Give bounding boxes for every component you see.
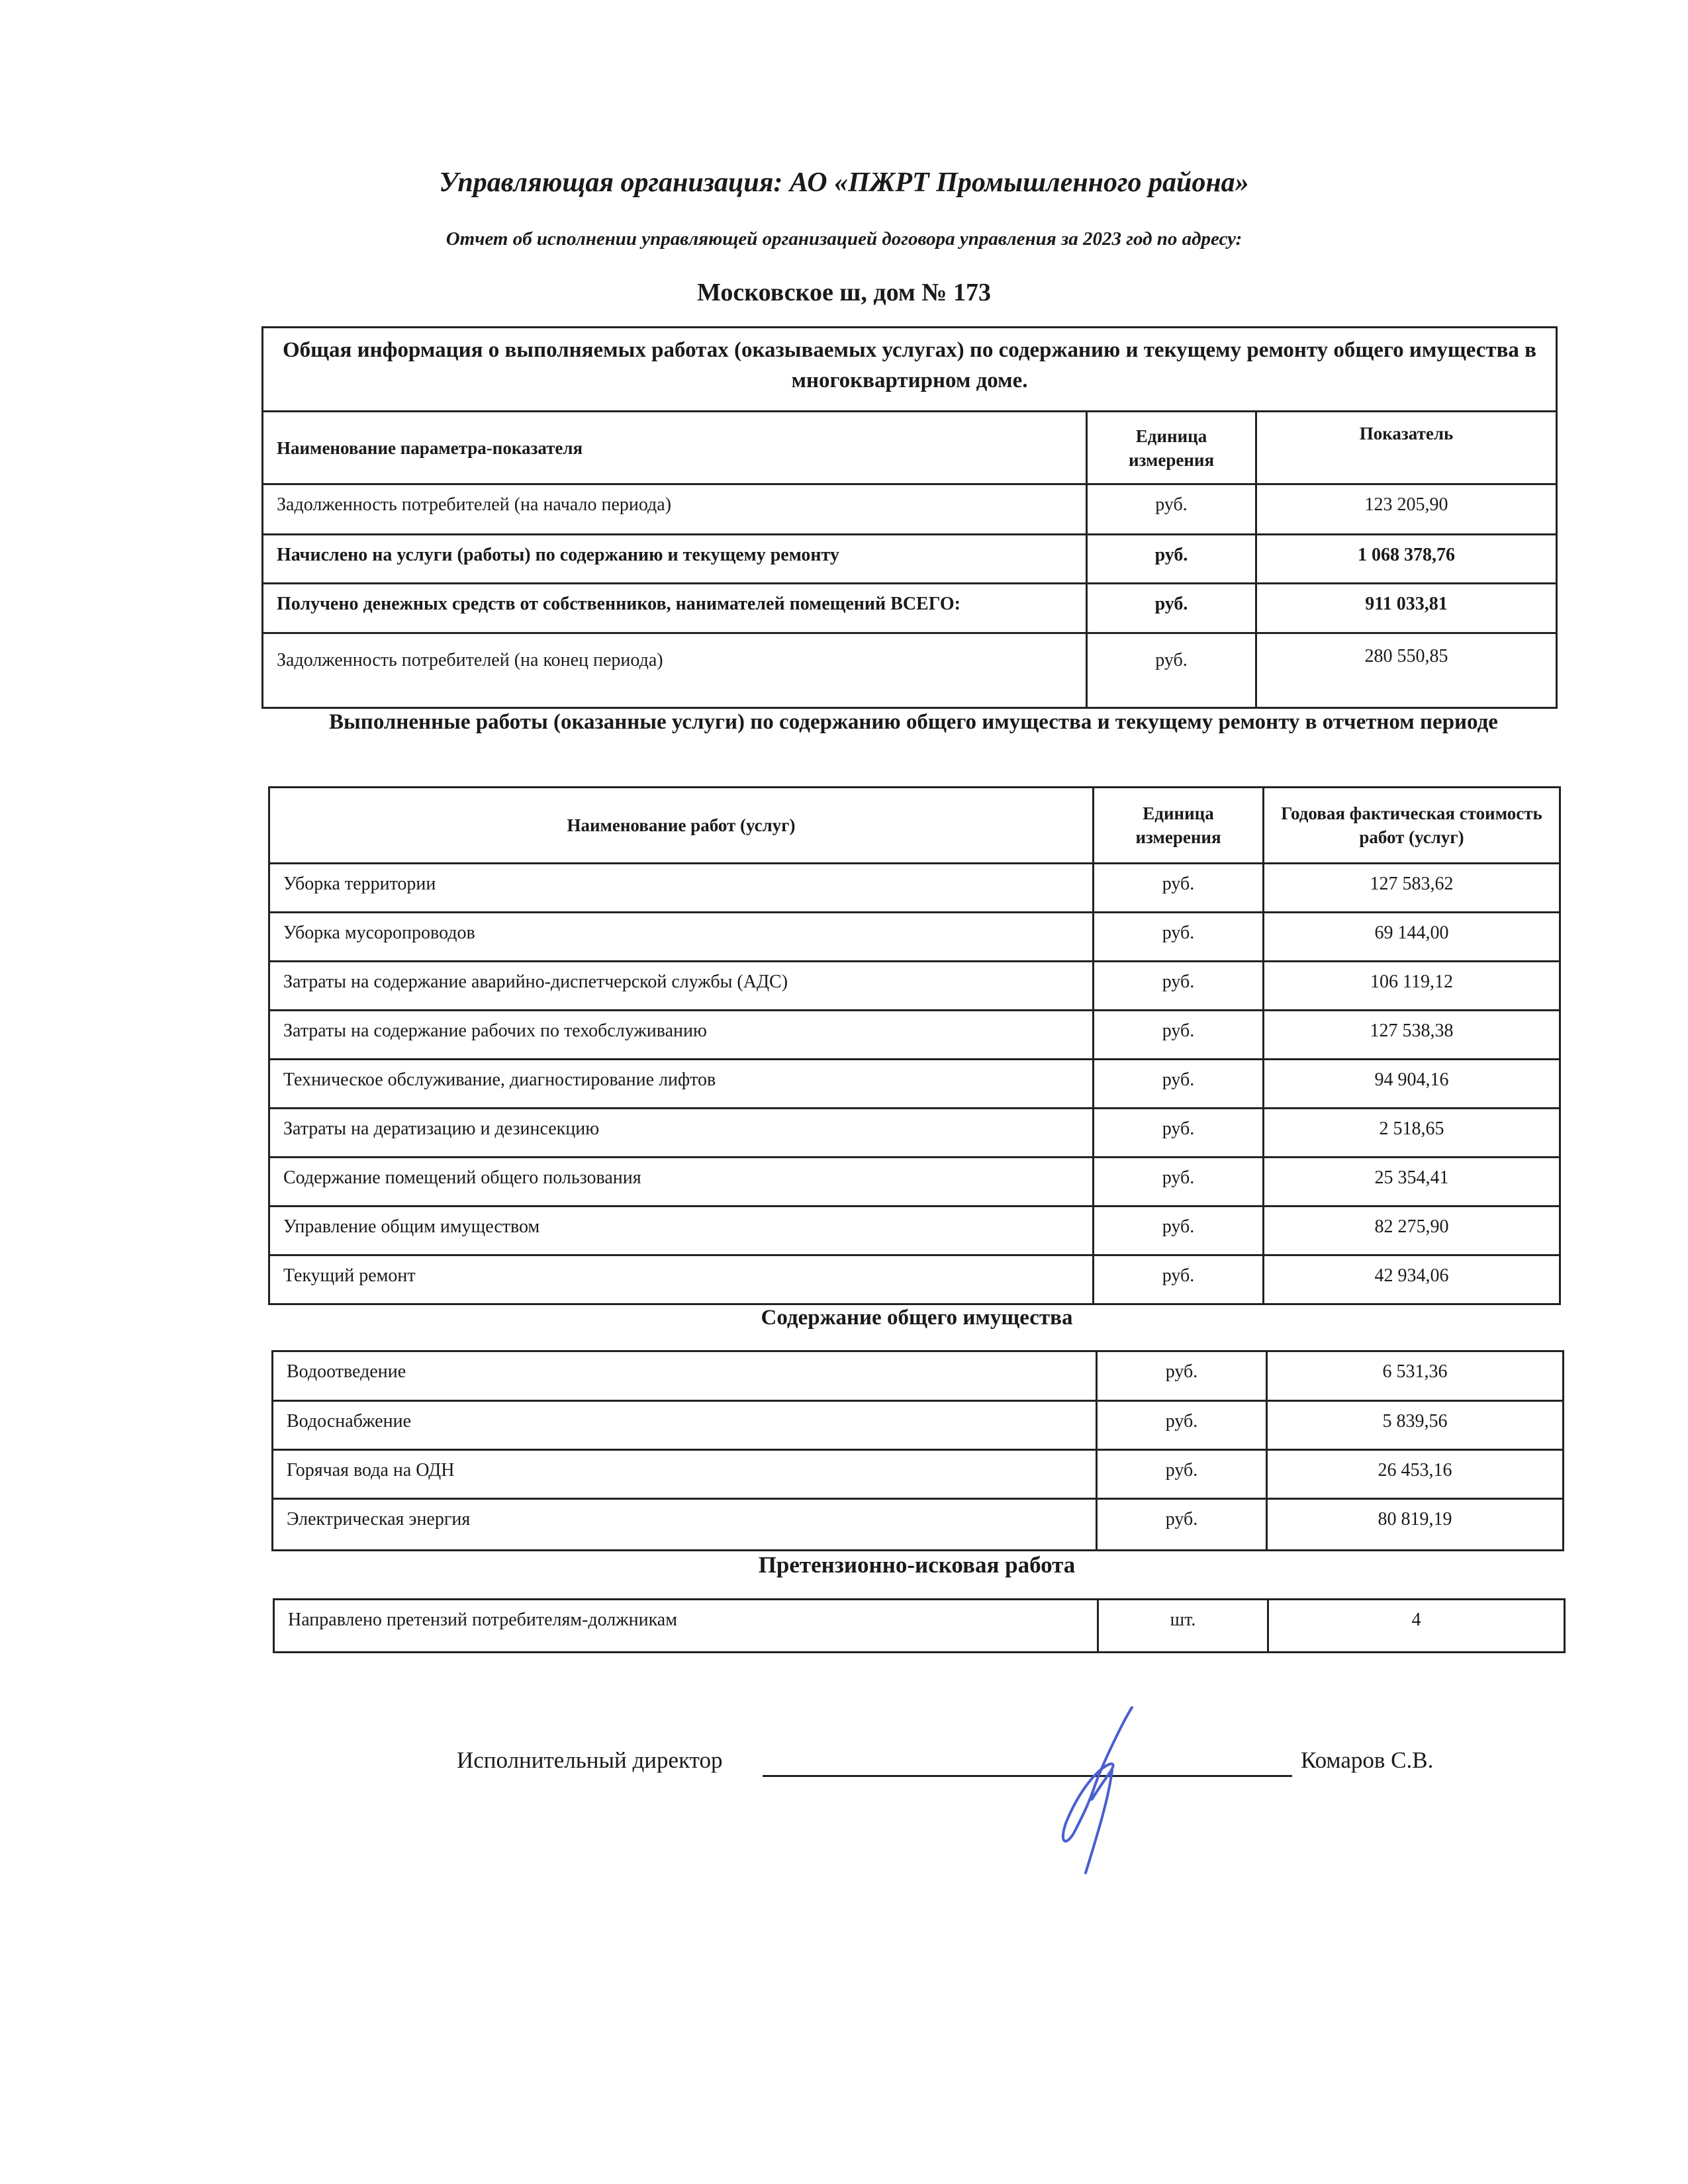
row-name: Начислено на услуги (работы) по содержанию и текущему ремонту	[263, 535, 1087, 584]
signature-block	[457, 1747, 1503, 1787]
row-value: 123 205,90	[1256, 484, 1557, 535]
row-name: Уборка мусоропроводов	[269, 913, 1094, 962]
row-unit: шт.	[1098, 1600, 1268, 1653]
column-header-annual-cost: Годовая фактическая стоимость работ (услуг)	[1264, 788, 1560, 864]
table-row	[263, 633, 1557, 708]
row-unit: руб.	[1087, 484, 1256, 535]
row-unit: руб.	[1094, 1011, 1264, 1060]
row-value: 69 144,00	[1264, 913, 1560, 962]
row-value: 26 453,16	[1267, 1450, 1564, 1499]
column-header-value: Показатель	[1256, 412, 1557, 484]
organization-title: Управляющая организация: АО «ПЖРТ Промышленного района»	[439, 167, 1249, 198]
table-row	[269, 962, 1560, 1011]
row-unit: руб.	[1087, 584, 1256, 633]
table-row	[269, 1158, 1560, 1206]
row-name: Задолженность потребителей (на начало периода)	[263, 484, 1087, 535]
row-unit: руб.	[1087, 535, 1256, 584]
row-unit: руб.	[1087, 633, 1256, 708]
row-value: 106 119,12	[1264, 962, 1560, 1011]
building-address: Московское ш, дом № 173	[697, 279, 991, 306]
row-value: 127 538,38	[1264, 1011, 1560, 1060]
row-value: 280 550,85	[1256, 633, 1557, 708]
handwritten-signature-icon	[1033, 1704, 1165, 1876]
row-unit: руб.	[1094, 1255, 1264, 1304]
row-name: Управление общим имуществом	[269, 1206, 1094, 1255]
common-property-section-title: Содержание общего имущества	[761, 1306, 1073, 1330]
table-row	[263, 584, 1557, 633]
table-row	[273, 1401, 1564, 1450]
row-name: Содержание помещений общего пользования	[269, 1158, 1094, 1206]
table-row	[274, 1600, 1565, 1653]
table-row	[269, 1206, 1560, 1255]
row-value: 6 531,36	[1267, 1351, 1564, 1401]
common-property-table	[271, 1350, 1564, 1551]
row-value: 1 068 378,76	[1256, 535, 1557, 584]
row-unit: руб.	[1094, 864, 1264, 913]
claims-section-title: Претензионно-исковая работа	[758, 1552, 1076, 1578]
table-row	[273, 1351, 1564, 1401]
general-info-title: Общая информация о выполняемых работах (оказываемых услугах) по содержанию и текущему ремонту общего имущества в многоквартирном доме.	[263, 328, 1557, 412]
row-value: 80 819,19	[1267, 1499, 1564, 1551]
row-value: 42 934,06	[1264, 1255, 1560, 1304]
row-unit: руб.	[1094, 1060, 1264, 1109]
row-name: Задолженность потребителей (на конец периода)	[263, 633, 1087, 708]
signatory-name: Комаров С.В.	[1301, 1747, 1434, 1773]
row-value: 911 033,81	[1256, 584, 1557, 633]
row-name: Водоснабжение	[273, 1401, 1097, 1450]
table-row	[269, 1011, 1560, 1060]
table-row	[273, 1450, 1564, 1499]
row-value: 82 275,90	[1264, 1206, 1560, 1255]
works-section-title: Выполненные работы (оказанные услуги) по содержанию общего имущества и текущему ремонту в отчетном периоде	[329, 710, 1498, 734]
row-unit: руб.	[1094, 913, 1264, 962]
row-value: 127 583,62	[1264, 864, 1560, 913]
row-name: Направлено претензий потребителям-должникам	[274, 1600, 1098, 1653]
signature-line	[763, 1775, 1292, 1777]
row-unit: руб.	[1097, 1499, 1267, 1551]
row-unit: руб.	[1097, 1401, 1267, 1450]
column-header-work-name: Наименование работ (услуг)	[269, 788, 1094, 864]
table-row	[269, 1109, 1560, 1158]
column-header-unit: Единица измерения	[1094, 788, 1264, 864]
table-row	[263, 484, 1557, 535]
signatory-position: Исполнительный директор	[457, 1747, 723, 1773]
row-name: Затраты на содержание аварийно-диспетчерской службы (АДС)	[269, 962, 1094, 1011]
table-row	[269, 913, 1560, 962]
row-name: Уборка территории	[269, 864, 1094, 913]
report-subtitle: Отчет об исполнении управляющей организацией договора управления за 2023 год по адресу:	[445, 228, 1243, 250]
row-value: 94 904,16	[1264, 1060, 1560, 1109]
row-name: Получено денежных средств от собственников, нанимателей помещений ВСЕГО:	[263, 584, 1087, 633]
row-unit: руб.	[1094, 1109, 1264, 1158]
row-unit: руб.	[1094, 1206, 1264, 1255]
row-name: Затраты на содержание рабочих по техобслуживанию	[269, 1011, 1094, 1060]
table-row	[269, 1255, 1560, 1304]
row-name: Горячая вода на ОДН	[273, 1450, 1097, 1499]
claims-table	[273, 1598, 1566, 1653]
row-unit: руб.	[1094, 1158, 1264, 1206]
row-unit: руб.	[1094, 962, 1264, 1011]
row-value: 5 839,56	[1267, 1401, 1564, 1450]
row-value: 2 518,65	[1264, 1109, 1560, 1158]
row-name: Водоотведение	[273, 1351, 1097, 1401]
row-name: Электрическая энергия	[273, 1499, 1097, 1551]
row-unit: руб.	[1097, 1351, 1267, 1401]
row-value: 4	[1268, 1600, 1565, 1653]
row-name: Техническое обслуживание, диагностирование лифтов	[269, 1060, 1094, 1109]
row-name: Затраты на дератизацию и дезинсекцию	[269, 1109, 1094, 1158]
row-name: Текущий ремонт	[269, 1255, 1094, 1304]
general-info-table	[261, 326, 1558, 709]
table-row	[269, 864, 1560, 913]
row-value: 25 354,41	[1264, 1158, 1560, 1206]
works-table	[268, 786, 1561, 1305]
table-row	[269, 1060, 1560, 1109]
column-header-unit: Единица измерения	[1087, 412, 1256, 484]
table-row	[273, 1499, 1564, 1551]
row-unit: руб.	[1097, 1450, 1267, 1499]
table-row	[263, 535, 1557, 584]
column-header-parameter: Наименование параметра-показателя	[263, 412, 1087, 484]
